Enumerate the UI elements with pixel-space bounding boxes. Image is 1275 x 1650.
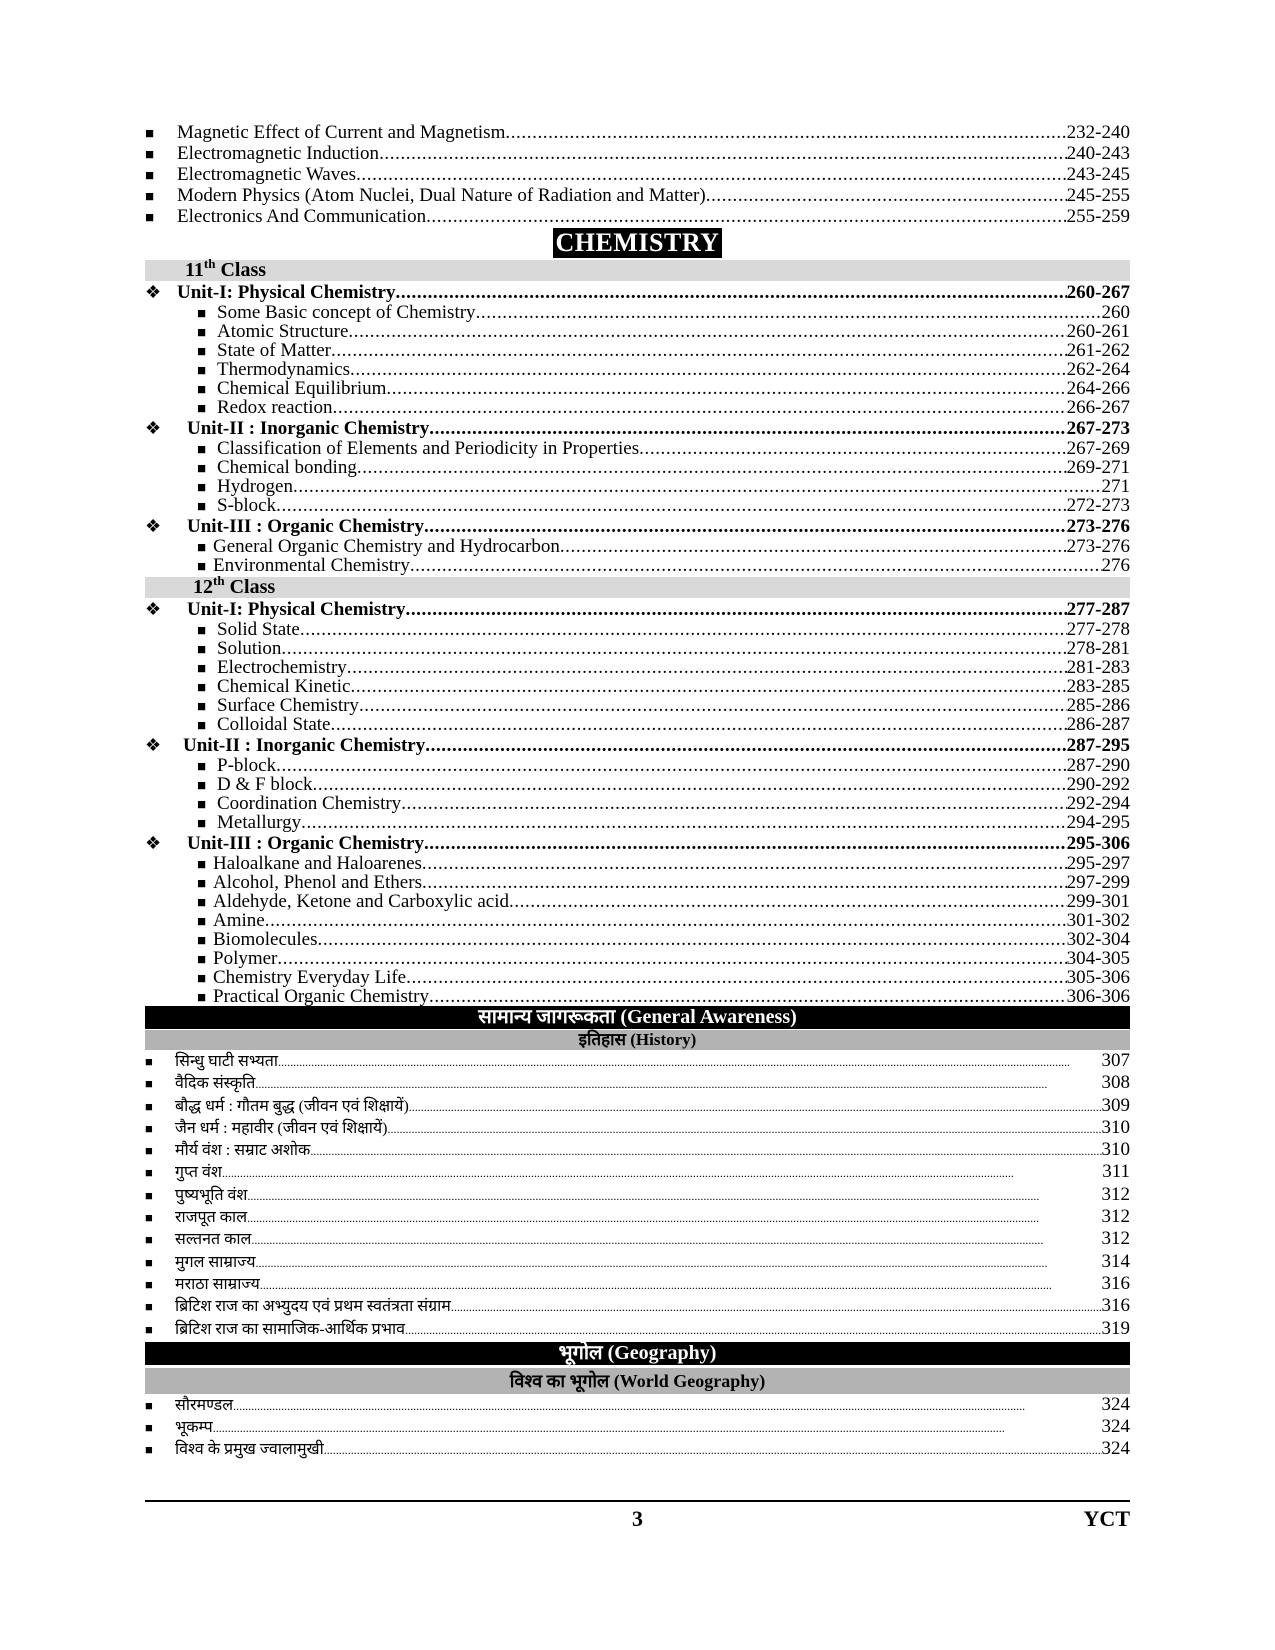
bullet-icon: ■ [197, 401, 207, 417]
bullet-icon: ■ [197, 990, 207, 1006]
class-11-heading: 11th Class [145, 260, 1130, 281]
toc-entry[interactable]: ■ ब्रिटिश राज का अभ्युदय एवं प्रथम स्वतंत्रता संग्राम ..... 316 [145, 1295, 1130, 1317]
bullet-icon: ■ [197, 442, 207, 458]
unit-heading[interactable]: ❖ Unit-III : Organic Chemistry ..... 273-276 [145, 515, 1130, 537]
bullet-icon: ■ [145, 1299, 153, 1315]
diamond-icon: ❖ [145, 282, 162, 302]
toc-subentry[interactable]: ■ Metallurgy ..... 294-295 [145, 813, 1130, 832]
bullet-icon: ■ [145, 1076, 153, 1092]
bullet-icon: ■ [145, 147, 155, 163]
toc-entry[interactable]: ■ विश्व के प्रमुख ज्वालामुखी ..... 324 [145, 1438, 1130, 1460]
bullet-icon: ■ [197, 363, 207, 379]
bullet-icon: ■ [145, 210, 155, 226]
toc-entry[interactable]: ■ ब्रिटिश राज का सामाजिक-आर्थिक प्रभाव ..... 319 [145, 1318, 1130, 1340]
bullet-icon: ■ [197, 876, 207, 892]
toc-subentry[interactable]: ■ Chemistry Everyday Life ..... 305-306 [145, 968, 1130, 987]
toc-entry[interactable]: ■ भूकम्प ..... 324 [145, 1416, 1130, 1438]
toc-subentry[interactable]: ■ Solid State ..... 277-278 [145, 620, 1130, 639]
toc-subentry[interactable]: ■ Aldehyde, Ketone and Carboxylic acid ..... 299-301 [145, 892, 1130, 911]
bullet-icon: ■ [197, 699, 207, 715]
toc-subentry[interactable]: ■ Hydrogen ..... 271 [145, 477, 1130, 496]
toc-entry[interactable]: ■ Magnetic Effect of Current and Magnetism ..... 232-240 [145, 122, 1130, 143]
bullet-icon: ■ [197, 971, 207, 987]
unit-heading[interactable]: ❖ Unit-II : Inorganic Chemistry ..... 287-295 [145, 734, 1130, 756]
chemistry-heading: CHEMISTRY [553, 228, 723, 258]
toc-subentry[interactable]: ■ Chemical Kinetic ..... 283-285 [145, 677, 1130, 696]
toc-entry[interactable]: ■ मुगल साम्राज्य ..... 314 [145, 1251, 1130, 1273]
bullet-icon: ■ [197, 816, 207, 832]
diamond-icon: ❖ [145, 735, 162, 755]
toc-subentry[interactable]: ■ Haloalkane and Haloarenes ..... 295-297 [145, 854, 1130, 873]
bullet-icon: ■ [197, 559, 207, 575]
diamond-icon: ❖ [145, 516, 162, 536]
bullet-icon: ■ [145, 1120, 153, 1136]
bullet-icon: ■ [145, 1232, 153, 1248]
toc-subentry[interactable]: ■ Some Basic concept of Chemistry ..... 260 [145, 303, 1130, 322]
bullet-icon: ■ [145, 1165, 153, 1181]
diamond-icon: ❖ [145, 418, 162, 438]
bullet-icon: ■ [197, 680, 207, 696]
unit-heading[interactable]: ❖ Unit-I: Physical Chemistry ..... 260-267 [145, 281, 1130, 303]
bullet-icon: ■ [145, 168, 155, 184]
world-geography-heading: विश्व का भूगोल (World Geography) [145, 1368, 1130, 1394]
toc-subentry[interactable]: ■ S-block ..... 272-273 [145, 496, 1130, 515]
unit-heading[interactable]: ❖ Unit-II : Inorganic Chemistry ..... 267-273 [145, 417, 1130, 439]
bullet-icon: ■ [197, 382, 207, 398]
bullet-icon: ■ [197, 895, 207, 911]
page-number: 3 [632, 1506, 643, 1531]
toc-entry[interactable]: ■ गुप्त वंश ..... 311 [145, 1161, 1130, 1183]
page-footer [145, 1500, 1130, 1531]
history-heading: इतिहास (History) [145, 1030, 1130, 1050]
toc-subentry[interactable]: ■ Solution ..... 278-281 [145, 639, 1130, 658]
toc-entry[interactable]: ■ सल्तनत काल ..... 312 [145, 1228, 1130, 1250]
toc-entry[interactable]: ■ सौरमण्डल ..... 324 [145, 1394, 1130, 1416]
bullet-icon: ■ [197, 759, 207, 775]
toc-entry[interactable]: ■ मराठा साम्राज्य ..... 316 [145, 1273, 1130, 1295]
toc-entry[interactable]: ■ Electronics And Communication ..... 255-259 [145, 206, 1130, 227]
toc-entry[interactable]: ■ बौद्ध धर्म : गौतम बुद्ध (जीवन एवं शिक्षायें) ..... 309 [145, 1095, 1130, 1117]
bullet-icon: ■ [197, 306, 207, 322]
toc-entry[interactable]: ■ Electromagnetic Induction ..... 240-243 [145, 143, 1130, 164]
toc-subentry[interactable]: ■ Thermodynamics ..... 262-264 [145, 360, 1130, 379]
bullet-icon: ■ [197, 778, 207, 794]
bullet-icon: ■ [197, 661, 207, 677]
toc-subentry[interactable]: ■ General Organic Chemistry and Hydrocarbon ..... 273-276 [145, 537, 1130, 556]
toc-subentry[interactable]: ■ Classification of Elements and Periodicity in Properties ..... 267-269 [145, 439, 1130, 458]
bullet-icon: ■ [145, 1187, 153, 1203]
toc-entry[interactable]: ■ मौर्य वंश : सम्राट अशोक ..... 310 [145, 1139, 1130, 1161]
bullet-icon: ■ [197, 540, 207, 556]
bullet-icon: ■ [197, 718, 207, 734]
bullet-icon: ■ [145, 1054, 153, 1069]
bullet-icon: ■ [197, 499, 207, 515]
bullet-icon: ■ [197, 461, 207, 477]
bullet-icon: ■ [197, 623, 207, 639]
toc-subentry[interactable]: ■ P-block ..... 287-290 [145, 756, 1130, 775]
toc-subentry[interactable]: ■ Amine ..... 301-302 [145, 911, 1130, 930]
unit-heading[interactable]: ❖ Unit-I: Physical Chemistry ..... 277-287 [145, 598, 1130, 620]
bullet-icon: ■ [145, 189, 155, 205]
bullet-icon: ■ [145, 126, 155, 142]
toc-subentry[interactable]: ■ Polymer ..... 304-305 [145, 949, 1130, 968]
toc-entry[interactable]: ■ वैदिक संस्कृति ..... 308 [145, 1072, 1130, 1094]
bullet-icon: ■ [197, 344, 207, 360]
bullet-icon: ■ [145, 1210, 153, 1226]
bullet-icon: ■ [145, 1442, 153, 1458]
toc-subentry[interactable]: ■ D & F block ..... 290-292 [145, 775, 1130, 794]
toc-subentry[interactable]: ■ Practical Organic Chemistry ..... 306-306 [145, 987, 1130, 1006]
unit-heading[interactable]: ❖ Unit-III : Organic Chemistry ..... 295-306 [145, 832, 1130, 854]
toc-entry[interactable]: ■ राजपूत काल ..... 312 [145, 1206, 1130, 1228]
toc-subentry[interactable]: ■ Chemical Equilibrium ..... 264-266 [145, 379, 1130, 398]
bullet-icon: ■ [197, 933, 207, 949]
bullet-icon: ■ [197, 797, 207, 813]
contents-page [145, 122, 1130, 1461]
toc-subentry[interactable]: ■ Coordination Chemistry ..... 292-294 [145, 794, 1130, 813]
toc-entry[interactable]: ■ Electromagnetic Waves ..... 243-245 [145, 164, 1130, 185]
toc-entry[interactable]: ■ पुष्यभूति वंश ..... 312 [145, 1184, 1130, 1206]
diamond-icon: ❖ [145, 833, 162, 853]
toc-subentry[interactable]: ■ Surface Chemistry ..... 285-286 [145, 696, 1130, 715]
toc-subentry[interactable]: ■ State of Matter ..... 261-262 [145, 341, 1130, 360]
general-awareness-heading: सामान्य जागरूकता (General Awareness) [145, 1006, 1130, 1029]
toc-subentry[interactable]: ■ Chemical bonding ..... 269-271 [145, 458, 1130, 477]
toc-subentry[interactable]: ■ Alcohol, Phenol and Ethers ..... 297-299 [145, 873, 1130, 892]
toc-entry[interactable]: ■ Modern Physics (Atom Nuclei, Dual Nature of Radiation and Matter) ..... 245-255 [145, 185, 1130, 206]
class-12-heading: 12th Class [145, 577, 1130, 598]
bullet-icon: ■ [197, 952, 207, 968]
diamond-icon: ❖ [145, 599, 162, 619]
toc-subentry[interactable]: ■ Redox reaction ..... 266-267 [145, 398, 1130, 417]
toc-subentry[interactable]: ■ Colloidal State ..... 286-287 [145, 715, 1130, 734]
bullet-icon: ■ [197, 325, 207, 341]
toc-subentry[interactable]: ■ Electrochemistry ..... 281-283 [145, 658, 1130, 677]
bullet-icon: ■ [145, 1098, 153, 1114]
bullet-icon: ■ [145, 1420, 153, 1436]
bullet-icon: ■ [197, 642, 207, 658]
toc-subentry[interactable]: ■ Biomolecules ..... 302-304 [145, 930, 1130, 949]
brand-label: YCT [1083, 1506, 1130, 1531]
physics-entries [145, 122, 1130, 227]
bullet-icon: ■ [197, 914, 207, 930]
bullet-icon: ■ [145, 1397, 153, 1413]
bullet-icon: ■ [145, 1276, 153, 1292]
bullet-icon: ■ [145, 1321, 153, 1337]
bullet-icon: ■ [197, 480, 207, 496]
toc-entry[interactable]: ■ जैन धर्म : महावीर (जीवन एवं शिक्षायें) ..... 310 [145, 1117, 1130, 1139]
geography-heading: भूगोल (Geography) [145, 1342, 1130, 1365]
toc-subentry[interactable]: ■ Atomic Structure ..... 260-261 [145, 322, 1130, 341]
bullet-icon: ■ [145, 1143, 153, 1159]
toc-entry[interactable]: ■ सिन्धु घाटी सभ्यता ..... 307 [145, 1050, 1130, 1072]
toc-subentry[interactable]: ■ Environmental Chemistry ..... 276 [145, 556, 1130, 575]
bullet-icon: ■ [145, 1254, 153, 1270]
bullet-icon: ■ [197, 857, 207, 873]
